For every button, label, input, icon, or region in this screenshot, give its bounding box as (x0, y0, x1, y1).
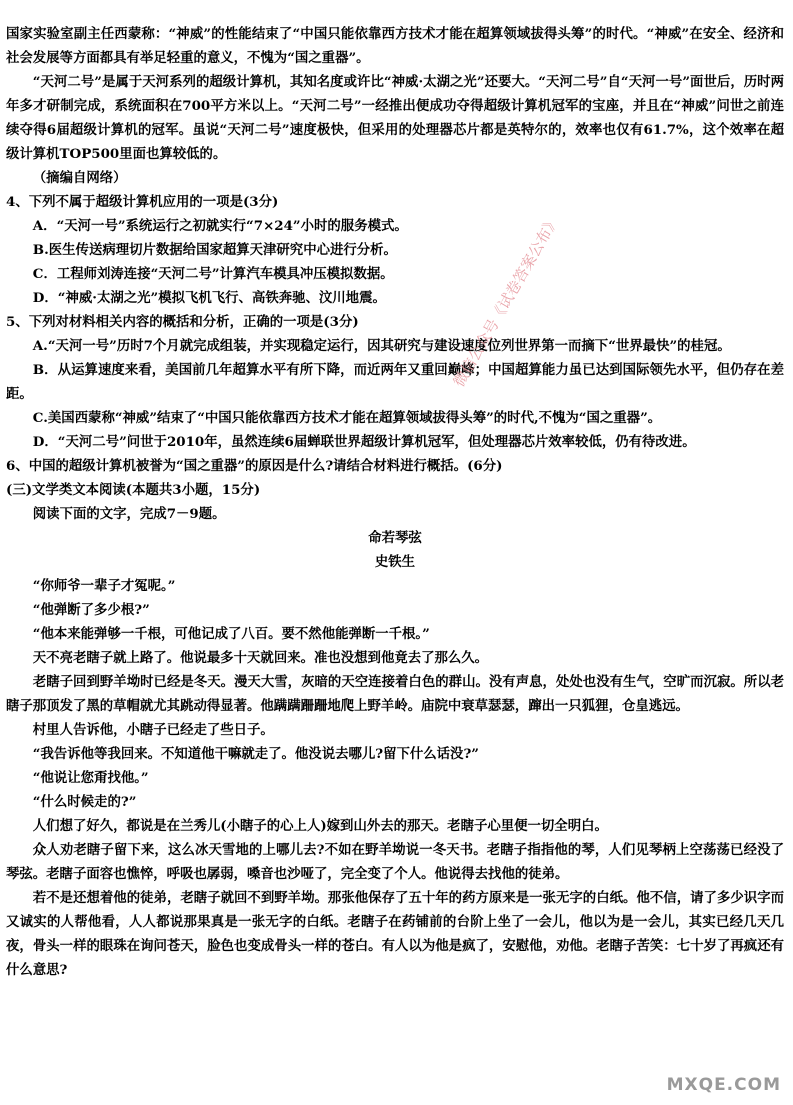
question-6-stem: 6、中国的超级计算机被誉为“国之重器”的原因是什么?请结合材料进行概括。(6分) (6, 458, 503, 474)
story-paragraph: 人们想了好久，都说是在兰秀儿(小瞎子的心上人)嫁到山外去的那天。老瞎子心里便一切全明白。 (32, 818, 608, 834)
question-4-stem: 4、下列不属于超级计算机应用的一项是(3分) (6, 194, 279, 210)
story-paragraph: 若不是还想着他的徒弟，老瞎子就回不到野羊坳。那张他保存了五十年的药方原来是一张无字的白纸。他不信，请了多少识字而又诚实的人帮他看，人人都说那果真是一张无字的白纸。老瞎子在药铺前的台阶上坐了一会儿，他以为是一会儿，其实已经几天几夜，骨头一样的眼珠在询问苍天，脸色也变成骨头一样的苍白。有人以为他是疯了，安慰他，劝他。老瞎子苦笑：七十岁了再疯还有什么意思? (6, 890, 784, 978)
story-paragraph: “他本来能弹够一千根，可他记成了八百。要不然他能弹断一千根。” (32, 626, 430, 642)
passage-paragraph-1: 国家实验室副主任西蒙称：“神威”的性能结束了“中国只能依靠西方技术才能在超算领域拔得头筹”的时代。“神威”在安全、经济和社会发展等方面都具有举足轻重的意义，不愧为“国之重器”。 (6, 26, 784, 66)
question-5-stem: 5、下列对材料相关内容的概括和分析，正确的一项是(3分) (6, 314, 359, 330)
story-paragraph: 村里人告诉他，小瞎子已经走了些日子。 (32, 722, 274, 738)
story-paragraph: “你师爷一辈子才冤呢。” (32, 578, 176, 594)
story-paragraph: “我告诉他等我回来。不知道他干嘛就走了。他没说去哪儿?留下什么话没?” (32, 746, 480, 762)
story-paragraph: 老瞎子回到野羊坳时已经是冬天。漫天大雪，灰暗的天空连接着白色的群山。没有声息，处处也没有生气，空旷而沉寂。所以老瞎子那顶发了黑的草帽就尤其跳动得显著。他蹒蹒跚跚地爬上野羊岭。庙院中衰草瑟瑟，蹿出一只狐狸，仓皇逃远。 (6, 674, 784, 714)
section-3-instruction: 阅读下面的文字，完成7－9题。 (32, 506, 226, 522)
question-4-option-d: D．“神威·太湖之光”模拟飞机飞行、高铁奔驰、汶川地震。 (32, 290, 386, 306)
section-3-heading: (三)文学类文本阅读(本题共3小题，15分) (6, 482, 261, 498)
story-paragraph: “什么时候走的?” (32, 794, 137, 810)
question-5-option-b: B．从运算速度来看，美国前几年超算水平有所下降，而近两年又重回巅峰；中国超算能力虽已达到国际领先水平，但仍存在差距。 (6, 362, 784, 402)
exam-page (6, 22, 784, 982)
question-4-option-b: B.医生传送病理切片数据给国家超算天津研究中心进行分析。 (32, 242, 397, 258)
passage-paragraph-2: “天河二号”是属于天河系列的超级计算机，其知名度或许比“神威·太湖之光”还要大。“天河二号”自“天河一号”面世后，历时两年多才研制完成，系统面积在700平方米以上。“天河二号”一经推出便成功夺得超级计算机冠军的宝座，并且在“神威”问世之前连续夺得6届超级计算机的冠军。虽说“天河二号”速度极快，但采用的处理器芯片都是英特尔的，效率也仅有61.7%，这个效率在超级计算机TOP500里面也算较低的。 (6, 74, 784, 162)
story-paragraph: “他弹断了多少根?” (32, 602, 150, 618)
passage-source: （摘编自网络） (32, 170, 127, 186)
story-author: 史铁生 (374, 554, 416, 570)
watermark-text: 微信公众号《试卷答案公布》 (449, 212, 563, 390)
story-paragraph: “他说让您甭找他。” (32, 770, 149, 786)
question-5-option-c: C.美国西蒙称“神威”结束了“中国只能依靠西方技术才能在超算领域拔得头筹”的时代,不愧为“国之重器”。 (32, 410, 662, 426)
site-logo: MXQE.COM (666, 1075, 781, 1095)
question-4-option-a: A．“天河一号”系统运行之初就实行“7×24”小时的服务模式。 (32, 218, 408, 234)
question-4-option-c: C．工程师刘涛连接“天河二号”计算汽车模具冲压模拟数据。 (32, 266, 394, 282)
story-paragraph: 天不亮老瞎子就上路了。他说最多十天就回来。准也没想到他竟去了那么久。 (32, 650, 489, 666)
story-title: 命若琴弦 (368, 530, 422, 546)
question-5-option-a: A.“天河一号”历时7个月就完成组装，并实现稳定运行，因其研究与建设速度位列世界第一而摘下“世界最快”的桂冠。 (32, 338, 731, 354)
question-5-option-d: D．“天河二号”问世于2010年，虽然连续6届蝉联世界超级计算机冠军，但处理器芯片效率较低，仍有待改进。 (32, 434, 696, 450)
story-paragraph: 众人劝老瞎子留下来，这么冰天雪地的上哪儿去?不如在野羊坳说一冬天书。老瞎子指指他的琴，人们见琴柄上空荡荡已经没了琴弦。老瞎子面容也憔悴，呼吸也孱弱，嗓音也沙哑了，完全变了个人。他说得去找他的徒弟。 (6, 842, 784, 882)
